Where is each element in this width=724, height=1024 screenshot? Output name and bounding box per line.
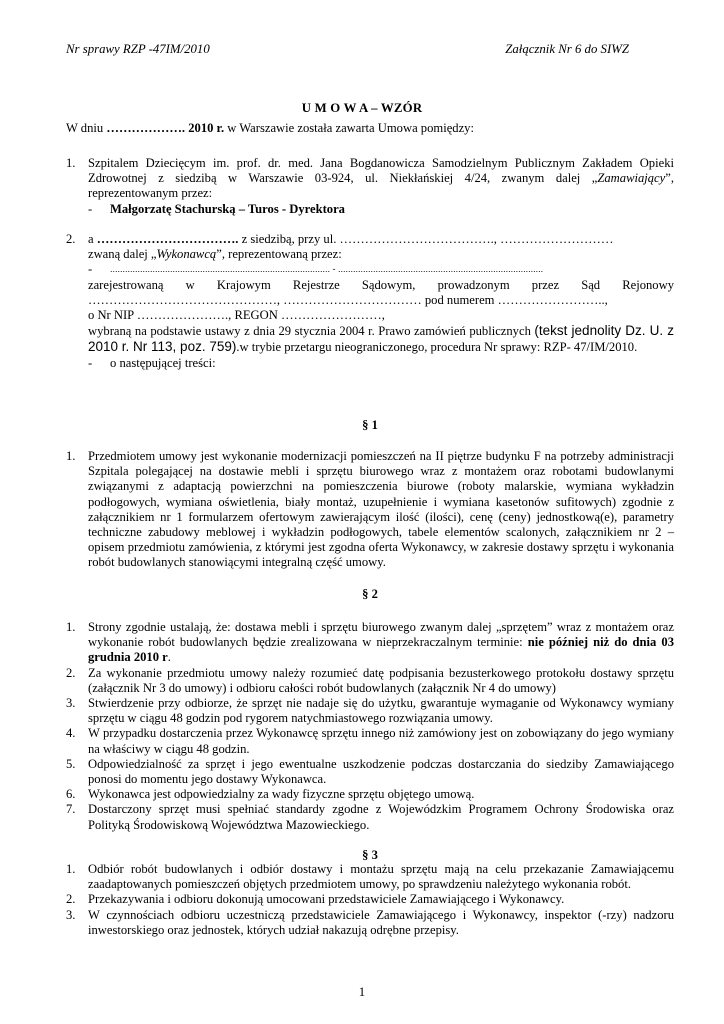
section-3-item <box>66 862 674 892</box>
party-2-registration: zarejestrowaną w Krajowym Rejestrze Sądowym, prowadzonym przez Sąd Rejonowy ………………………………………, …………………………… pod numerem …………………….., <box>88 277 674 307</box>
party-1-text <box>88 156 674 202</box>
contract-date: ………………. 2010 r. <box>106 121 225 135</box>
case-number-header: Nr sprawy RZP -47IM/2010 <box>66 42 210 56</box>
section-2-item <box>66 620 674 666</box>
section-2-item-text: W przypadku dostarczenia przez Wykonawcę sprzętu innego niż zamówiony jest on zobowiązany do jego wymiany na właściwy w ciągu 48 godzin. <box>88 726 674 756</box>
party-1-number: 1. <box>66 156 76 170</box>
section-2-item-text: Dostarczony sprzęt musi spełniać standardy zgodne z Wojewódzkim Programem Ochrony Środowiska oraz Polityką Środowiskową Województwa Mazowieckiego. <box>88 802 674 832</box>
section-2-item-text: Wykonawca jest odpowiedzialny za wady fizyczne sprzętu objętego umową. <box>88 787 475 802</box>
delivery-deadline: nie później niż do dnia 03 grudnia 2010 r <box>88 635 674 665</box>
document-title: U M O W A – WZÓR <box>301 101 423 115</box>
section-2-item <box>66 787 674 802</box>
section-2-item-number: 1. <box>66 620 76 634</box>
section-3-item-text: W czynnościach odbioru uczestniczą przedstawiciele Zamawiającego i Wykonawcy, inspektor (-rzy) nadzoru inwestorskiego oraz jednostek, których udział nakazują odrębne przepisy. <box>88 907 674 937</box>
party-2-role: Wykonawcą <box>156 247 217 262</box>
party-2-nip-regon: o Nr NIP …………………., REGON ……………………, <box>88 308 385 323</box>
section-2-item-number: 2. <box>66 665 76 680</box>
section-2-item-1-text: Strony zgodnie ustalają, że: dostawa mebli i sprzętu biurowego zwanym dalej „sprzętem” wraz z montażem oraz wykonanie robót budowlanych będzie zrealizowana w nieprzekraczalnym terminie: <box>88 620 674 650</box>
section-3-item-number: 2. <box>66 892 76 907</box>
section-2-item-1-end: . <box>167 650 171 665</box>
party-2-legal-basis-citation: (tekst jednolity Dz. U. z 2010 r. Nr 113, poz. 759) <box>88 323 674 355</box>
party-2-legal-basis <box>88 323 674 355</box>
party-2-line1-a: a <box>88 232 97 246</box>
section-1-item <box>66 449 674 571</box>
party-2-representatives <box>66 262 674 277</box>
section-3-item-text: Przekazywania i odbioru dokonują umocowani przedstawiciele Zamawiającego i Wykonawcy. <box>88 892 565 907</box>
party-2 <box>66 232 674 371</box>
party-2-line2-a: zwaną dalej „ <box>88 247 157 262</box>
section-2-item-text <box>88 620 674 666</box>
section-2-item-number: 5. <box>66 756 76 771</box>
party-1-role: Zamawiający <box>597 171 666 186</box>
party-2-number: 2. <box>66 232 76 246</box>
section-2-item <box>66 802 674 832</box>
party-2-legal-basis-a: wybraną na podstawie ustawy z dnia 29 stycznia 2004 r. Prawo zamówień publicznych <box>88 324 535 339</box>
section-2-item-text: Za wykonanie przedmiotu umowy należy rozumieć datę podpisania bezusterkowego protokołu dostawy sprzętu (załącznik Nr 3 do umowy) i odbioru całości robót budowlanych (załącznik Nr 4 do umowy) <box>88 665 674 695</box>
section-3-item <box>66 892 674 907</box>
party-2-line2-b: ”, reprezentowaną przez: <box>216 247 342 262</box>
party-2-name-blank: ……………………………. <box>96 232 239 246</box>
party-1-text-b: ”, reprezentowanym przez: <box>88 171 674 201</box>
party-2-content-text: o następującej treści: <box>110 355 216 370</box>
page-number: 1 <box>358 985 366 999</box>
section-3-item-number: 3. <box>66 907 76 922</box>
section-2-item-number: 4. <box>66 726 76 741</box>
section-1-item-number: 1. <box>66 449 76 463</box>
section-2-item <box>66 757 674 787</box>
section-2-item-number: 3. <box>66 696 76 711</box>
section-3-heading: § 3 <box>362 848 378 862</box>
intro-post: w Warszawie została zawarta Umowa pomiędzy: <box>224 121 474 135</box>
section-3 <box>66 862 674 938</box>
party-1-representative: Małgorzatę Stachurską – Turos - Dyrektora <box>110 201 345 216</box>
party-2-line2 <box>66 247 674 262</box>
section-1-heading: § 1 <box>362 418 378 432</box>
section-2-item <box>66 696 674 726</box>
section-3-item-number: 1. <box>66 862 76 876</box>
intro-line <box>66 121 674 136</box>
attachment-header: Załącznik Nr 6 do SIWZ <box>505 42 629 56</box>
section-2-item-text: Odpowiedzialność za sprzęt i jego ewentualne uszkodzenie podczas dostarczania do siedziby Zamawiającego ponosi do momentu jego dostawy Wykonawca. <box>88 756 674 787</box>
section-2-heading: § 2 <box>362 587 378 601</box>
section-1 <box>66 449 674 571</box>
section-1-item-text: Przedmiotem umowy jest wykonanie modernizacji pomieszczeń na II piętrze budynku F na potrzeby administracji Szpitala polegającej na dostawie mebli i sprzętu biurowego wraz z montażem oraz robotami budowlanymi związanymi z adaptacją powierzchni na pomieszczenia biurowe (roboty malarskie, wymiana wykładzin podłogowych, wymiana oświetlenia, biały montaż, uzupełnienie i wymiana kasetonów sufitowych) zgodnie z załącznikiem nr 1 formularzem ofertowym zawierającym ilość (ilości), cenę (ceny) jednostkową(e), parametry techniczne zabudowy meblowej i wykładzin podłogowych, tabele elementów scalonych, załącznikiem nr 2 – opisem przedmiotu zamówienia, z którymi jest zgodna oferta Wykonawcy, w zakresie dostawy sprzętu i wykonania robót budowlanych stanowiącymi integralną część umowy. <box>88 449 674 570</box>
section-3-item <box>66 908 674 938</box>
section-2-item <box>66 666 674 696</box>
section-2-item <box>66 726 674 756</box>
party-2-dash: - <box>88 262 93 277</box>
party-2-legal-basis-b: .w trybie przetargu nieograniczonego, procedura Nr sprawy: RZP- 47/IM/2010. <box>236 340 638 355</box>
intro-pre: W dniu <box>66 121 107 135</box>
section-2-item-number: 6. <box>66 787 76 802</box>
party-1-dash: - <box>88 201 93 216</box>
section-2-item-number: 7. <box>66 802 76 817</box>
party-2-address-blank: z siedzibą, przy ul. ………………………………., ……………………… <box>238 232 614 246</box>
section-2 <box>66 620 674 833</box>
section-3-item-text: Odbiór robót budowlanych i odbiór dostawy i montażu sprzętu mają na celu przekazanie Zamawiającemu zaadaptowanych pomieszczeń objętych przedmiotem umowy, po sprawdzeniu należytego wykonania robót. <box>88 862 674 892</box>
party-1 <box>66 156 674 217</box>
party-2-dash-2: - <box>88 355 93 370</box>
party-1-text-a: Szpitalem Dziecięcym im. prof. dr. med. Jana Bogdanowicza Samodzielnym Publicznym Zakładem Opieki Zdrowotnej z siedzibą w Warszawie 03-924, ul. Niekłańskiej 4/24, zwanym dalej „ <box>88 156 674 186</box>
party-2-representatives-blank: ........................................................................................ - .................................................................................. <box>110 264 544 275</box>
party-2-content-line <box>66 356 674 371</box>
section-2-item-text: Stwierdzenie przy odbiorze, że sprzęt nie nadaje się do użytku, gwarantuje wymaganie od Wykonawcy wymiany sprzętu w ciągu 48 godzin pod rygorem natychmiastowego rozwiązania umowy. <box>88 696 674 726</box>
